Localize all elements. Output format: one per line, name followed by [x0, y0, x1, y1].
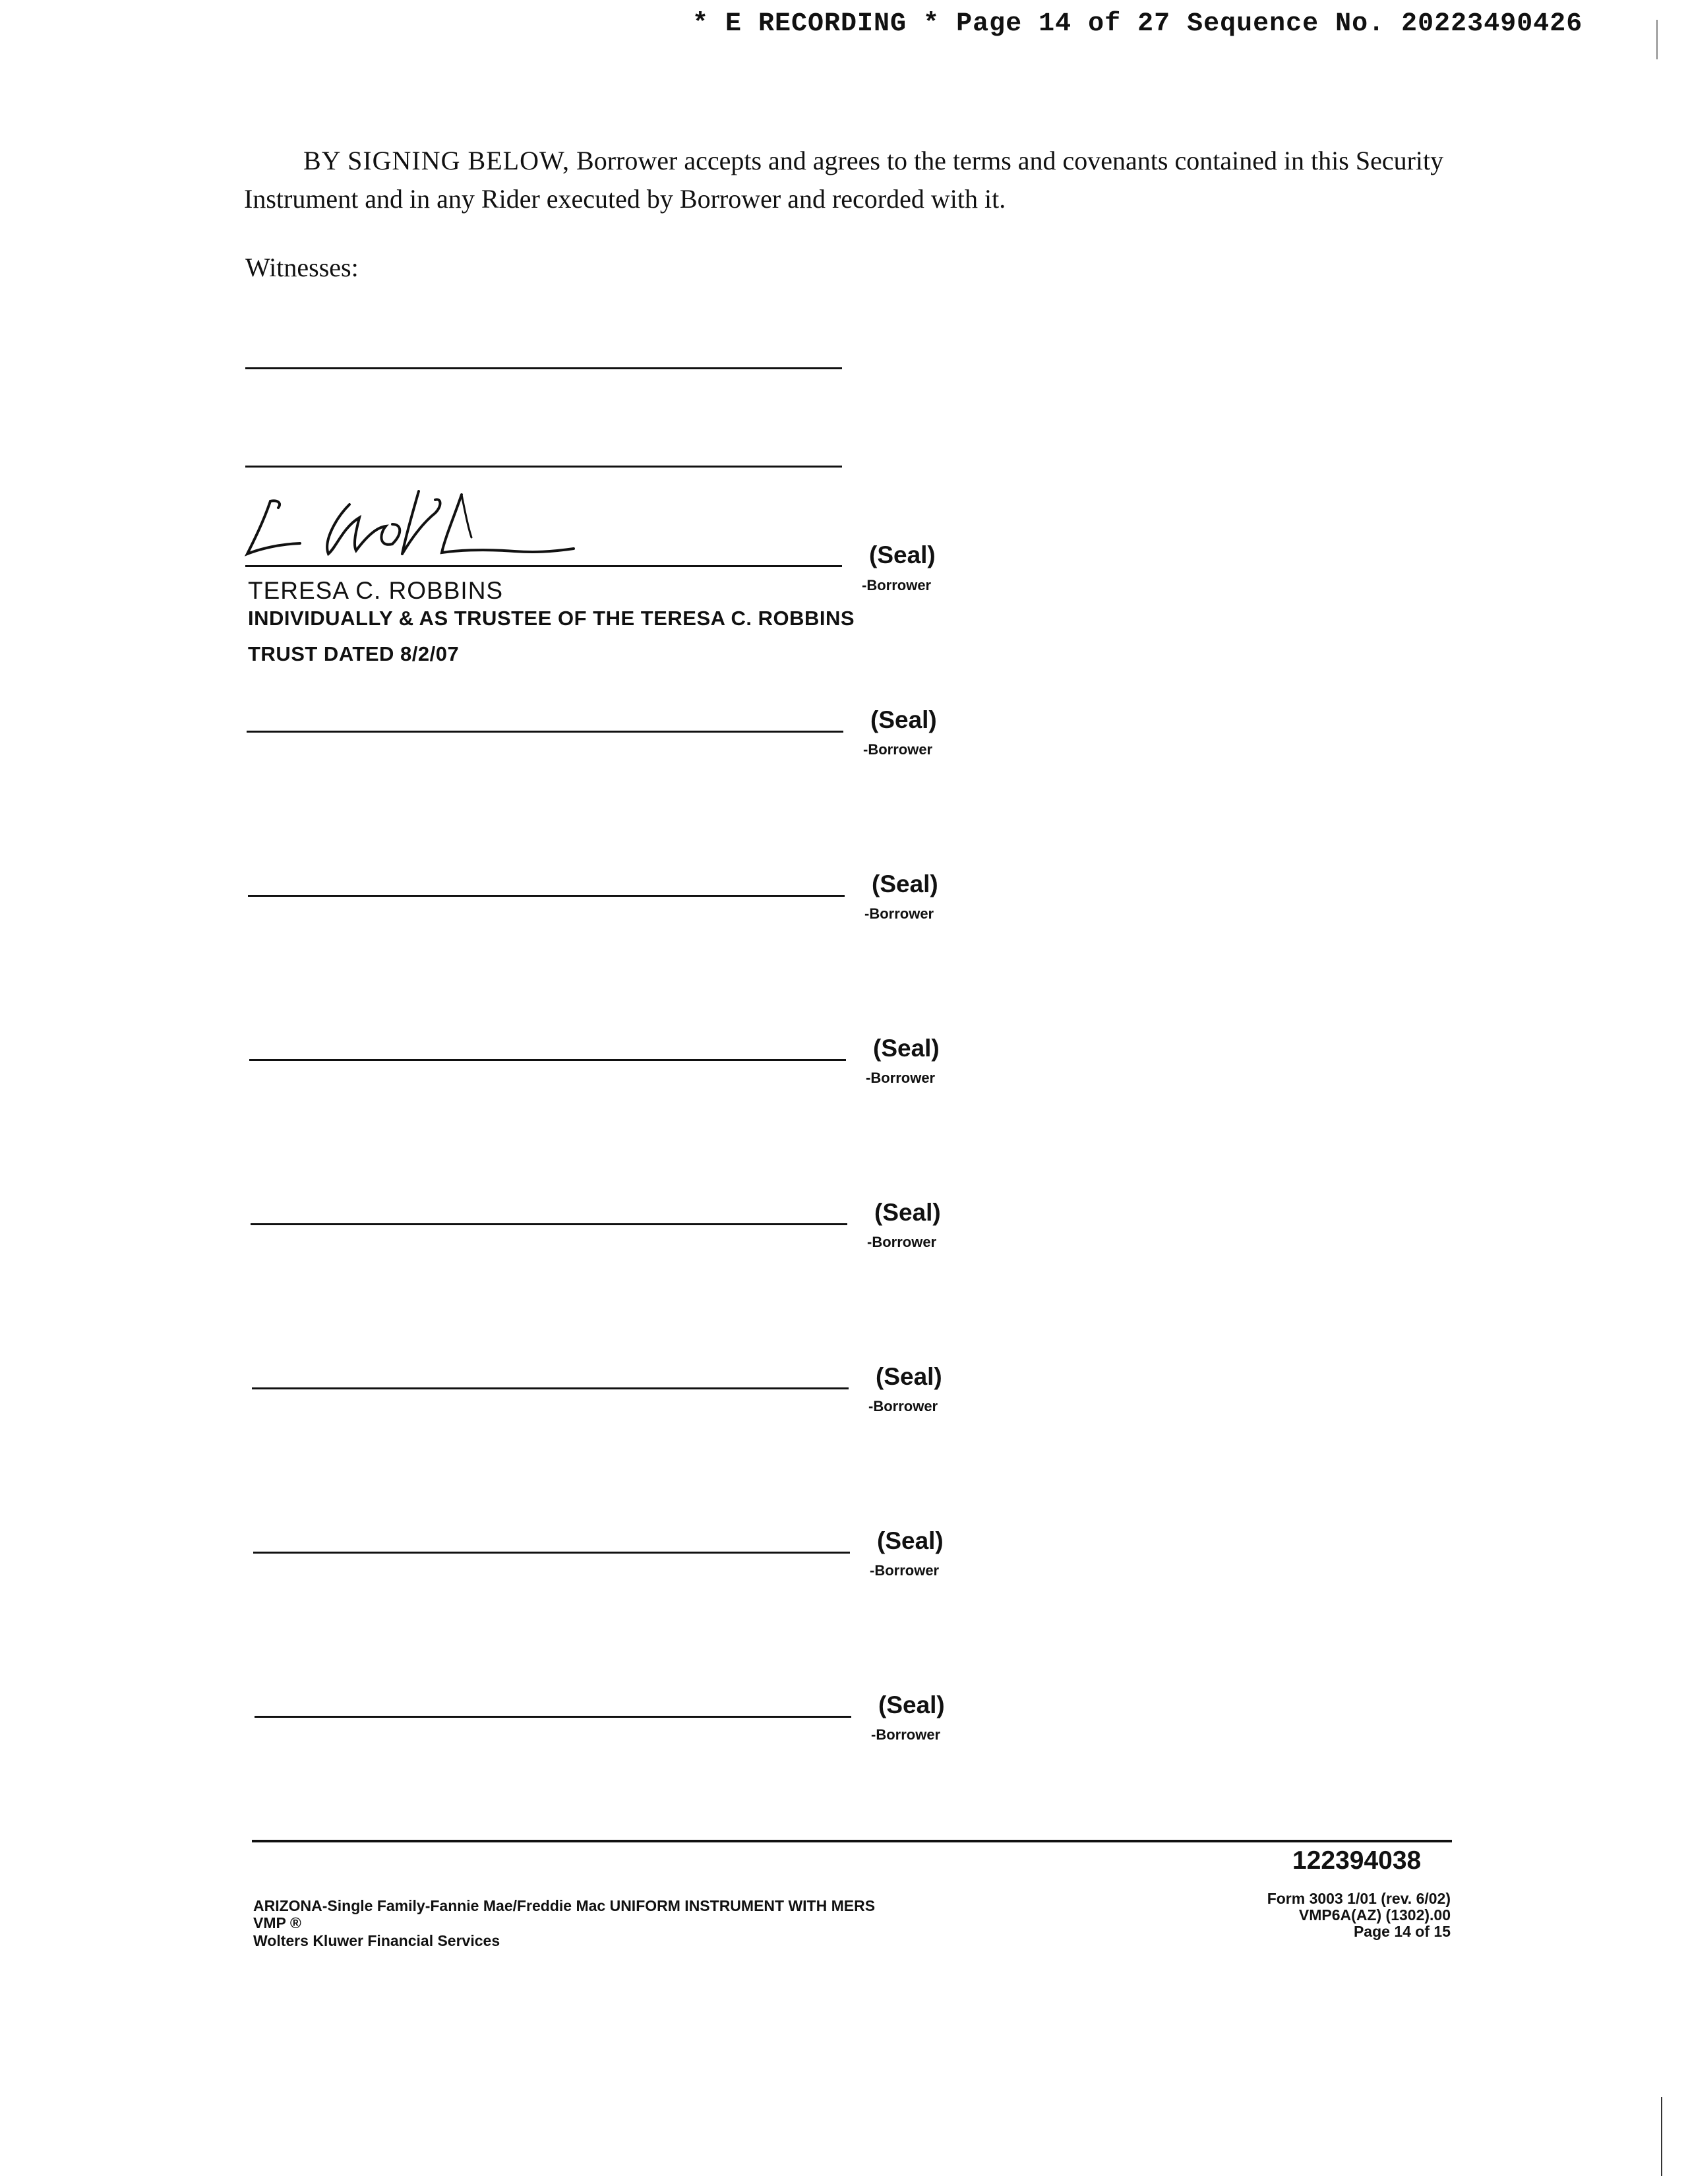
scan-edge-mark: [1656, 20, 1658, 59]
seal-label: (Seal): [876, 1363, 942, 1390]
borrower-signature-line-5[interactable]: [251, 1223, 847, 1225]
witnesses-label: Witnesses:: [245, 253, 359, 282]
seal-label: (Seal): [878, 1691, 945, 1718]
borrower-signature-line-8[interactable]: [255, 1716, 851, 1718]
page-number: Page 14 of 15: [1353, 1923, 1451, 1940]
borrower-signature-line-2[interactable]: [247, 731, 843, 733]
footer-divider: [252, 1840, 1452, 1842]
borrower-signature-line-3[interactable]: [248, 895, 845, 897]
recording-header: * E RECORDING * Page 14 of 27 Sequence No. 20223490426: [692, 9, 1583, 39]
form-code: VMP6A(AZ) (1302).00: [1298, 1906, 1451, 1924]
seal-label: (Seal): [874, 1199, 941, 1226]
signer-capacity-line2: TRUST DATED 8/2/07: [248, 642, 460, 665]
seal-label: (Seal): [870, 706, 937, 733]
publisher: Wolters Kluwer Financial Services: [253, 1932, 500, 1949]
loan-number: 122394038: [1292, 1846, 1422, 1875]
borrower-signature-line-1[interactable]: [245, 565, 842, 567]
borrower-label: -Borrower: [867, 1234, 937, 1250]
borrower-label: -Borrower: [868, 1398, 938, 1414]
borrower-signature: [244, 488, 587, 567]
borrower-signature-line-6[interactable]: [252, 1387, 849, 1389]
seal-label: (Seal): [877, 1527, 944, 1554]
borrower-label: -Borrower: [862, 577, 932, 593]
seal-label: (Seal): [869, 541, 936, 568]
borrower-signature-line-4[interactable]: [249, 1059, 846, 1061]
seal-label: (Seal): [873, 1035, 940, 1062]
seal-label: (Seal): [872, 870, 938, 897]
borrower-label: -Borrower: [864, 905, 934, 922]
form-title: ARIZONA-Single Family-Fannie Mae/Freddie Mac UNIFORM INSTRUMENT WITH MERS: [253, 1897, 876, 1914]
form-number: Form 3003 1/01 (rev. 6/02): [1267, 1890, 1451, 1907]
scan-edge-mark: [1661, 2097, 1662, 2176]
signing-statement: [244, 142, 1444, 218]
borrower-label: -Borrower: [863, 741, 933, 758]
signer-name: TERESA C. ROBBINS: [248, 577, 504, 604]
vmp-mark: VMP ®: [253, 1914, 301, 1931]
signing-statement-lead: BY SIGNING BELOW,: [303, 146, 570, 175]
borrower-label: -Borrower: [866, 1070, 936, 1086]
witness-line-2[interactable]: [245, 466, 842, 468]
borrower-label: -Borrower: [870, 1562, 940, 1579]
witness-line-1[interactable]: [245, 367, 842, 369]
signer-capacity-line1: INDIVIDUALLY & AS TRUSTEE OF THE TERESA C. ROBBINS: [248, 607, 855, 630]
borrower-signature-line-7[interactable]: [253, 1552, 850, 1554]
signing-statement-text: Borrower accepts and agrees to the terms and covenants contained in this Security Instrument and in any Rider executed by Borrower and recorded with it.: [244, 146, 1444, 214]
borrower-label: -Borrower: [871, 1726, 941, 1743]
